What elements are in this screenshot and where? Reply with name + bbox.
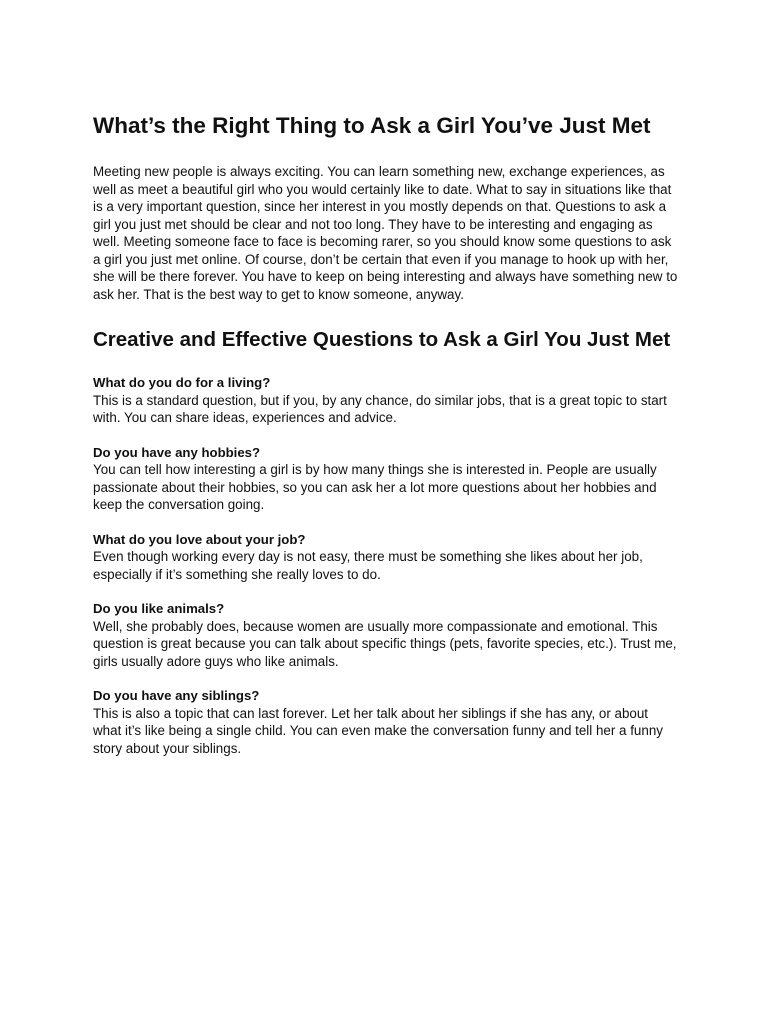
- question-item: [93, 600, 678, 670]
- section-heading: Creative and Effective Questions to Ask a Girl You Just Met: [93, 328, 671, 351]
- question-body: You can tell how interesting a girl is by how many things she is interested in. People are usually passionate about their hobbies, so you can ask her a lot more questions about her hobbies and keep the conversation going.: [93, 462, 657, 512]
- question-title: Do you like animals?: [93, 601, 225, 616]
- question-title: Do you have any hobbies?: [93, 444, 261, 460]
- question-body: Even though working every day is not easy, there must be something she likes about her job, especially if it’s something she really loves to do.: [93, 549, 643, 582]
- document-title: What’s the Right Thing to Ask a Girl You’ve Just Met: [93, 113, 651, 138]
- question-title: What do you love about your job?: [93, 531, 306, 547]
- question-body: This is a standard question, but if you, by any chance, do similar jobs, that is a great topic to start with. You can share ideas, experiences and advice.: [93, 392, 667, 425]
- question-body: Well, she probably does, because women are usually more compassionate and emotional. This question is great because you can talk about specific things (pets, favorite species, etc.). Trust me, girls usually adore guys who like animals.: [93, 618, 677, 669]
- question-title: Do you have any siblings?: [93, 688, 260, 703]
- document-page: [93, 112, 678, 774]
- question-item: [93, 444, 678, 514]
- question-title: What do you do for a living?: [93, 375, 271, 390]
- question-item: [93, 374, 678, 427]
- question-body: This is also a topic that can last forever. Let her talk about her siblings if she has any, or about what it’s like being a single child. You can even make the conversation funny and tell her a funny story about your siblings.: [93, 705, 663, 756]
- question-item: [93, 687, 678, 757]
- question-item: [93, 531, 678, 584]
- intro-paragraph: Meeting new people is always exciting. You can learn something new, exchange experiences, as well as meet a beautiful girl who you would certainly like to date. What to say in situations like that is a very important question, since her interest in you mostly depends on that. Questions to ask a girl you just met should be clear and not too long. They have to be interesting and engaging as well. Meeting someone face to face is becoming rarer, so you should know some questions to ask a girl you just met online. Of course, don’t be certain that even if you manage to hook up with her, she will be there forever. You have to keep on being interesting and always have something new to ask her. That is the best way to get to know someone, anyway.: [93, 164, 678, 302]
